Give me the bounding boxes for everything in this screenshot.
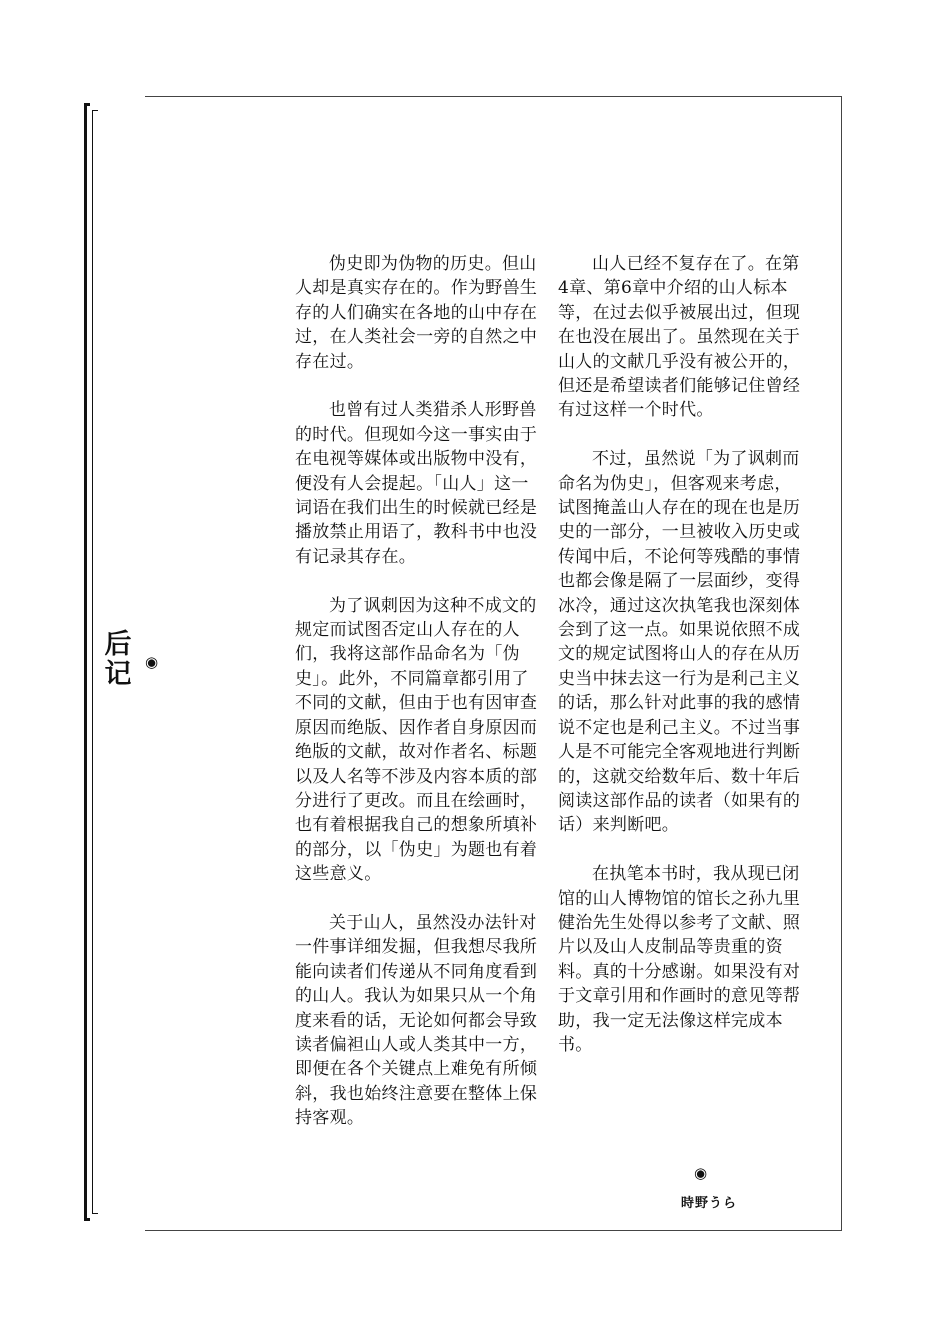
author-signature: 時野うら: [680, 1196, 737, 1211]
text-column-right: [558, 252, 806, 1057]
section-title: [98, 630, 138, 690]
signature-bullet-icon: ◉: [694, 1164, 708, 1182]
text-column-left: [295, 252, 543, 1131]
section-title-char: 后: [104, 629, 132, 660]
bullet-icon: ◉: [145, 653, 159, 671]
paragraph: 在执笔本书时，我从现已闭馆的山人博物馆的馆长之孙九里健治先生处得以参考了文献、照片以及山人皮制品等贵重的资料。真的十分感谢。如果没有对于文章引用和作画时的意见等帮助，我一定无法像这样完成本书。: [558, 864, 801, 1055]
paragraph: 不过，虽然说「为了讽刺而命名为伪史」，但客观来考虑，试图掩盖山人存在的现在也是历史的一部分，一旦被收入历史或传闻中后，不论何等残酷的事情也都会像是隔了一层面纱，变得冰冷，通过这次执笔我也深刻体会到了这一点。如果说依照不成文的规定试图将山人的存在从历史当中抹去这一行为是利己主义的话，那么针对此事的我的感情说不定也是利己主义。不过当事人是不可能完全客观地进行判断的，这就交给数年后、数十年后阅读这部作品的读者（如果有的话）来判断吧。: [558, 449, 801, 836]
paragraph: 为了讽刺因为这种不成文的规定而试图否定山人存在的人们，我将这部作品命名为「伪史」。此外，不同篇章都引用了不同的文献，但由于也有因审查原因而绝版、因作者自身原因而绝版的文献，故对作者名、标题以及人名等不涉及内容本质的部分进行了更改。而且在绘画时，也有着根据我自己的想象所填补的部分，以「伪史」为题也有着这些意义。: [295, 595, 538, 885]
paragraph: 山人已经不复存在了。在第4章、第6章中介绍的山人标本等，在过去似乎被展出过，但现在也没在展出了。虽然现在关于山人的文献几乎没有被公开的，但还是希望读者们能够记住曾经有过这样一个时代。: [558, 254, 801, 421]
section-title-char: 记: [104, 659, 132, 690]
paragraph: 也曾有过人类猎杀人形野兽的时代。但现如今这一事实由于在电视等媒体或出版物中没有，便没有人会提起。「山人」这一词语在我们出生的时候就已经是播放禁止用语了，教科书中也没有记录其存在。: [295, 400, 538, 567]
paragraph: 伪史即为伪物的历史。但山人却是真实存在的。作为野兽生存的人们确实在各地的山中存在过，在人类社会一旁的自然之中存在过。: [295, 254, 538, 372]
frame-outer-bracket: [84, 103, 90, 1221]
paragraph: 关于山人，虽然没办法针对一件事详细发掘，但我想尽我所能向读者们传递从不同角度看到的山人。我认为如果只从一个角度来看的话，无论如何都会导致读者偏袒山人或人类其中一方，即便在各个关键点上难免有所倾斜，我也始终注意要在整体上保持客观。: [295, 912, 538, 1129]
